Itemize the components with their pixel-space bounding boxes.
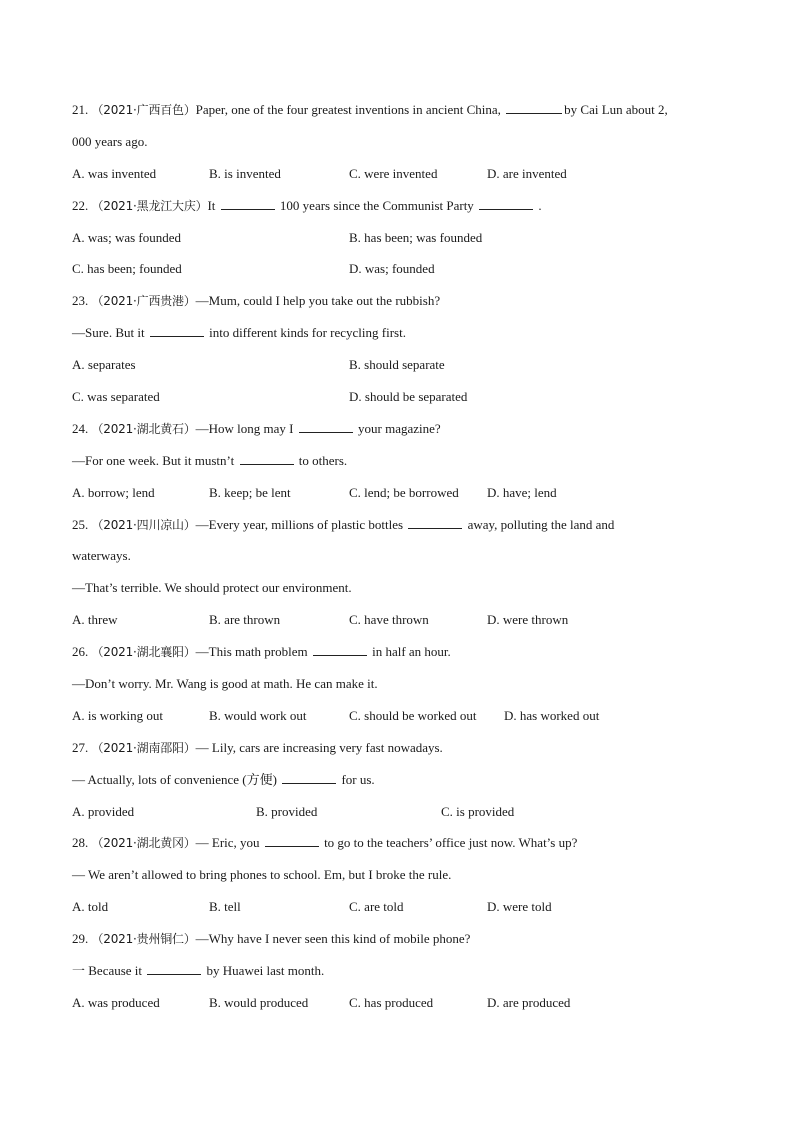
- question-source: （2021·湖北黄冈）: [91, 836, 196, 851]
- question-21-stem: [72, 98, 732, 130]
- option-c[interactable]: C. was separated: [72, 389, 160, 405]
- option-b[interactable]: B. is invented: [209, 165, 281, 181]
- question-25-options: [72, 608, 732, 640]
- option-c[interactable]: C. were invented: [349, 165, 438, 181]
- stem-text: — Actually, lots of convenience (方便): [72, 771, 281, 787]
- option-b[interactable]: B. would work out: [209, 707, 307, 723]
- answer-blank[interactable]: [147, 960, 201, 975]
- question-27-stem: [72, 736, 732, 768]
- option-a[interactable]: A. was invented: [72, 165, 157, 181]
- question-26-reply: —Don’t worry. Mr. Wang is good at math. He can make it.: [72, 676, 378, 692]
- option-a[interactable]: A. separates: [72, 357, 136, 373]
- question-27-options: [72, 800, 732, 832]
- question-25-stem-continued: waterways.: [72, 548, 131, 564]
- question-number: 24.: [72, 420, 89, 436]
- option-d[interactable]: D. have; lend: [487, 484, 557, 500]
- option-b[interactable]: B. keep; be lent: [209, 484, 291, 500]
- stem-text: It: [207, 197, 219, 213]
- option-c[interactable]: C. have thrown: [349, 612, 429, 628]
- question-number: 28.: [72, 835, 89, 851]
- question-21-options: [72, 162, 732, 194]
- stem-text: away, polluting the land and: [464, 516, 615, 532]
- question-21-stem-continued: 000 years ago.: [72, 133, 148, 149]
- question-source: （2021·湖北黄石）: [91, 421, 196, 436]
- question-23-options-row1: [72, 353, 732, 385]
- question-source: （2021·黑龙江大庆）: [91, 198, 208, 213]
- stem-text: in half an hour.: [368, 644, 451, 660]
- answer-blank[interactable]: [299, 418, 353, 433]
- option-b[interactable]: B. would produced: [209, 994, 309, 1010]
- question-29-options: [72, 991, 732, 1023]
- question-source: （2021·湖南邵阳）: [91, 740, 196, 755]
- question-list: [72, 98, 732, 1023]
- option-d[interactable]: D. are invented: [487, 165, 567, 181]
- stem-text: —Mum, could I help you take out the rubbish?: [195, 293, 441, 309]
- answer-blank[interactable]: [240, 450, 294, 465]
- stem-text: your magazine?: [354, 420, 441, 436]
- question-25-reply: —That’s terrible. We should protect our environment.: [72, 580, 352, 596]
- question-28-stem: [72, 831, 732, 863]
- question-22-options-row2: [72, 257, 732, 289]
- question-number: 21.: [72, 102, 89, 117]
- question-source: （2021·广西百色）: [91, 103, 196, 117]
- stem-text: into different kinds for recycling first.: [205, 325, 406, 341]
- question-24-stem: [72, 417, 732, 449]
- question-24-options: [72, 481, 732, 513]
- stem-text: by Cai Lun about 2,: [564, 102, 668, 117]
- answer-blank[interactable]: [506, 99, 562, 114]
- option-d[interactable]: D. were told: [487, 899, 552, 915]
- option-a[interactable]: A. was; was founded: [72, 229, 182, 245]
- stem-text: —For one week. But it mustn’t: [72, 452, 238, 468]
- stem-text: to go to the teachers’ office just now. What’s up?: [320, 835, 578, 851]
- option-a[interactable]: A. threw: [72, 612, 118, 628]
- question-25-stem: [72, 513, 732, 545]
- question-28-options: [72, 895, 732, 927]
- question-24-reply: [72, 449, 732, 481]
- question-23-options-row2: [72, 385, 732, 417]
- answer-blank[interactable]: [265, 832, 319, 847]
- stem-text: —This math problem: [195, 644, 311, 660]
- question-number: 26.: [72, 644, 89, 660]
- option-b[interactable]: B. should separate: [349, 357, 445, 373]
- option-b[interactable]: B. has been; was founded: [349, 229, 483, 245]
- stem-text: 100 years since the Communist Party: [276, 197, 478, 213]
- stem-text: —How long may I: [195, 420, 297, 436]
- option-a[interactable]: A. is working out: [72, 707, 163, 723]
- option-a[interactable]: A. was produced: [72, 994, 160, 1010]
- stem-text: — Eric, you: [195, 835, 263, 851]
- stem-text: 一 Because it: [72, 963, 146, 979]
- answer-blank[interactable]: [479, 195, 533, 210]
- option-d[interactable]: D. should be separated: [349, 389, 468, 405]
- option-c[interactable]: C. should be worked out: [349, 707, 477, 723]
- option-d[interactable]: D. was; founded: [349, 261, 435, 277]
- option-c[interactable]: C. has produced: [349, 994, 434, 1010]
- question-source: （2021·四川凉山）: [91, 517, 196, 532]
- option-d[interactable]: D. has worked out: [504, 707, 600, 723]
- question-22-options-row1: [72, 226, 732, 258]
- option-b[interactable]: B. are thrown: [209, 612, 281, 628]
- option-c[interactable]: C. are told: [349, 899, 404, 915]
- question-number: 25.: [72, 516, 89, 532]
- option-a[interactable]: A. borrow; lend: [72, 484, 155, 500]
- question-26-stem: [72, 640, 732, 672]
- question-number: 29.: [72, 931, 89, 947]
- question-source: （2021·湖北襄阳）: [91, 645, 196, 660]
- question-number: 23.: [72, 293, 89, 309]
- stem-text: for us.: [338, 771, 375, 787]
- question-26-options: [72, 704, 732, 736]
- option-d[interactable]: D. were thrown: [487, 612, 569, 628]
- stem-text: —Sure. But it: [72, 325, 148, 341]
- option-b[interactable]: B. tell: [209, 899, 241, 915]
- stem-text: by Huawei last month.: [203, 963, 325, 979]
- option-a[interactable]: A. provided: [72, 803, 135, 819]
- question-29-reply: [72, 959, 732, 991]
- answer-blank[interactable]: [150, 322, 204, 337]
- option-b[interactable]: B. provided: [256, 803, 318, 819]
- question-27-reply: [72, 768, 732, 800]
- stem-text: —Why have I never seen this kind of mobile phone?: [195, 931, 471, 947]
- question-23-reply: [72, 321, 732, 353]
- question-number: 22.: [72, 197, 89, 213]
- stem-text: — Lily, cars are increasing very fast nowadays.: [195, 739, 443, 755]
- question-29-stem: [72, 927, 732, 959]
- answer-blank[interactable]: [313, 641, 367, 656]
- question-source: （2021·贵州铜仁）: [91, 932, 196, 947]
- stem-text: .: [535, 197, 542, 213]
- answer-blank[interactable]: [282, 769, 336, 784]
- stem-text: —Every year, millions of plastic bottles: [195, 516, 407, 532]
- question-22-stem: [72, 194, 732, 226]
- stem-text: to others.: [295, 452, 348, 468]
- option-a[interactable]: A. told: [72, 899, 109, 915]
- stem-text: Paper, one of the four greatest inventions in ancient China,: [195, 102, 505, 117]
- option-d[interactable]: D. are produced: [487, 994, 571, 1010]
- question-source: （2021·广西贵港）: [91, 294, 196, 309]
- option-c[interactable]: C. lend; be borrowed: [349, 484, 459, 500]
- question-number: 27.: [72, 739, 89, 755]
- option-c[interactable]: C. is provided: [441, 803, 515, 819]
- question-23-stem: [72, 289, 732, 321]
- option-c[interactable]: C. has been; founded: [72, 261, 182, 277]
- answer-blank[interactable]: [408, 514, 462, 529]
- answer-blank[interactable]: [221, 195, 275, 210]
- question-28-reply: — We aren’t allowed to bring phones to school. Em, but I broke the rule.: [72, 867, 452, 883]
